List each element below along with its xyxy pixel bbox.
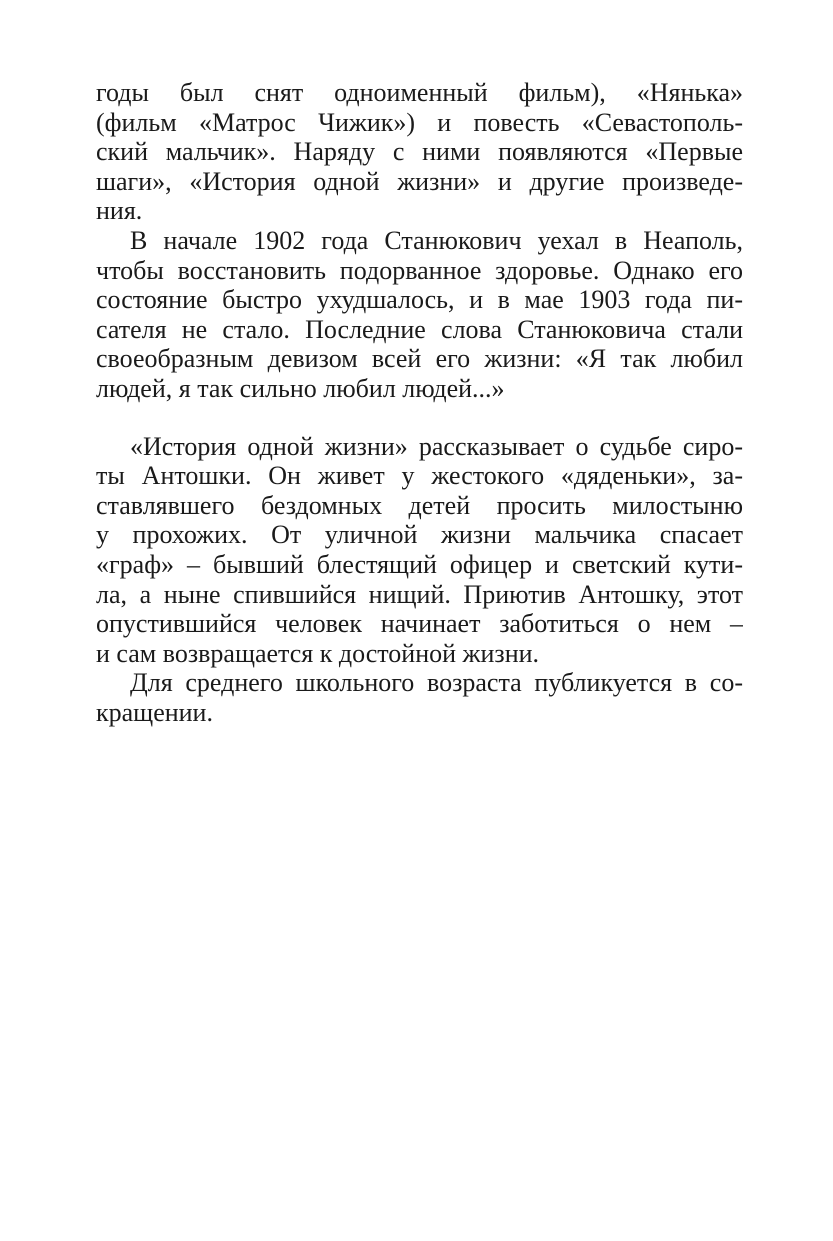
text-line: и сам возвращается к достойной жизни.: [96, 638, 540, 668]
text-line: шаги», «История одной жизни» и другие произведе-: [96, 166, 743, 196]
page-text: [96, 78, 743, 727]
text-line: кращении.: [96, 697, 213, 727]
paragraph-naples: [96, 226, 743, 404]
text-line: Для среднего школьного возраста публикуется в со-: [130, 668, 743, 698]
text-line: людей, я так сильно любил людей...»: [96, 373, 505, 403]
text-line: ставлявшего бездомных детей просить милостыню: [96, 490, 743, 520]
text-line: (фильм «Матрос Чижик») и повесть «Севастополь-: [96, 107, 743, 137]
paragraph-films: [96, 78, 743, 226]
text-line: у прохожих. От уличной жизни мальчика спасает: [96, 520, 743, 550]
text-line: ния.: [96, 196, 143, 226]
text-line: годы был снят одноименный фильм), «Нянька»: [96, 78, 743, 107]
text-line: ла, а ныне спившийся нищий. Приютив Антошку, этот: [96, 579, 743, 609]
text-line: сателя не стало. Последние слова Станюковича стали: [96, 314, 743, 344]
text-line: ты Антошки. Он живет у жестокого «дяденьки», за-: [96, 461, 743, 491]
paragraph-publication-note: [96, 668, 743, 727]
paragraph-summary: [96, 432, 743, 669]
text-line: состояние быстро ухудшалось, и в мае 1903 года пи-: [96, 285, 743, 315]
text-line: ский мальчик». Наряду с ними появляются «Первые: [96, 137, 743, 167]
text-line: опустившийся человек начинает заботиться о нем –: [96, 609, 743, 639]
text-line: «История одной жизни» рассказывает о судьбе сиро-: [130, 431, 743, 461]
text-line: своеобразным девизом всей его жизни: «Я так любил: [96, 344, 743, 374]
text-line: «граф» – бывший блестящий офицер и светский кути-: [96, 549, 743, 579]
text-line: В начале 1902 года Станюкович уехал в Неаполь,: [130, 225, 743, 255]
text-line: чтобы восстановить подорванное здоровье. Однако его: [96, 255, 743, 285]
